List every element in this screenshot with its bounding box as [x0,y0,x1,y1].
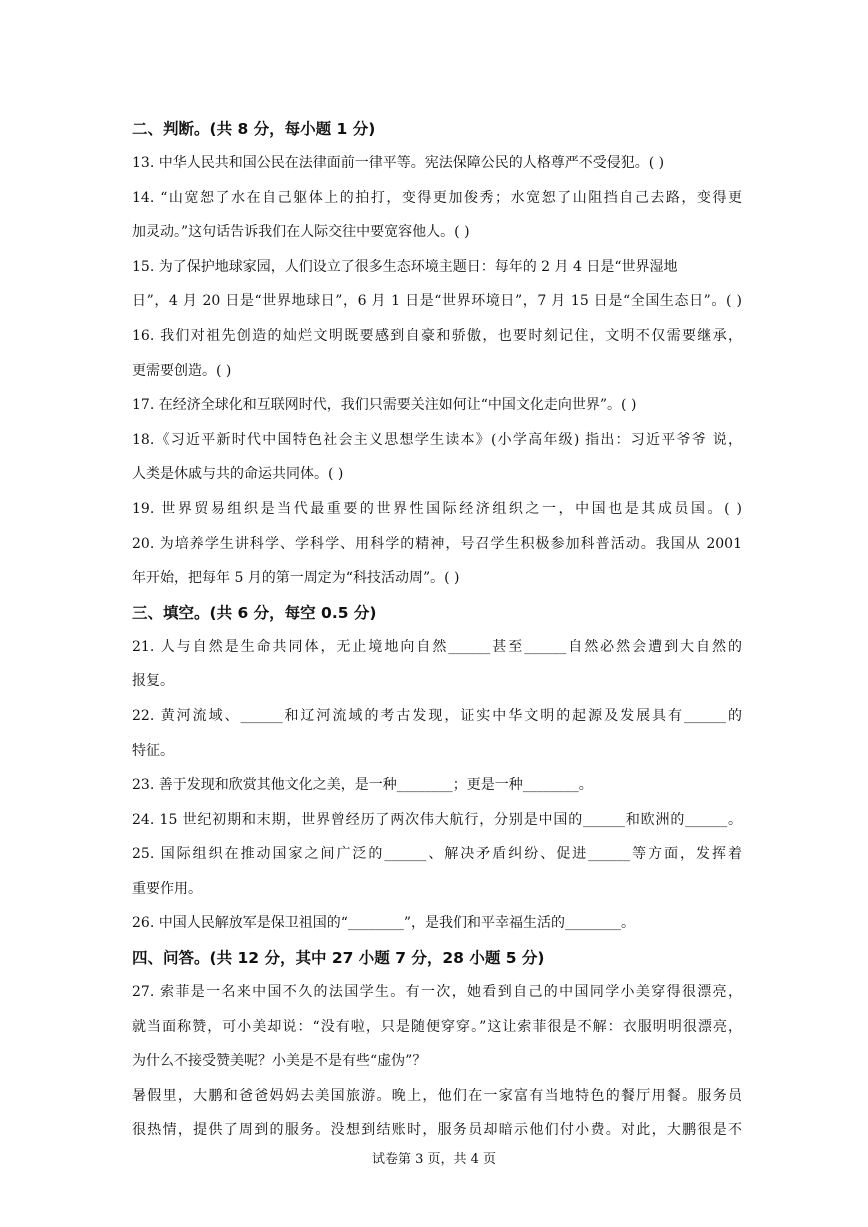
section-heading: 三、填空。(共 6 分，每空 0.5 分) [132,603,377,622]
question-line: 特征。 [132,742,174,759]
question-line: 23. 善于发现和欣赏其他文化之美，是一种________；更是一种________。 [132,777,593,794]
question-line: 27. 索菲是一名来中国不久的法国学生。有一次，她看到自己的中国同学小美穿得很漂亮， [132,984,742,1001]
question-line: 19. 世界贸易组织是当代最重要的世界性国际经济组织之一，中国也是其成员国。( ) [132,500,742,517]
question-line: 15. 为了保护地球家园，人们设立了很多生态环境主题日：每年的 2 月 4 日是“世界湿地 [132,258,678,275]
exam-content [132,112,742,1148]
question-line: 日”，4 月 20 日是“世界地球日”，6 月 1 日是“世界环境日”，7 月 15 日是“全国生态日”。( ) [132,293,742,310]
question-line: 22. 黄河流域、______和辽河流域的考古发现，证实中华文明的起源及发展具有______的 [132,707,742,724]
question-line: 更需要创造。( ) [132,362,232,379]
question-line: 26. 中国人民解放军是保卫祖国的“________”，是我们和平幸福生活的________。 [132,915,636,932]
question-line: 报复。 [132,673,174,690]
section-heading: 二、判断。(共 8 分，每小题 1 分) [132,120,376,138]
question-line: 年开始，把每年 5 月的第一周定为“科技活动周”。( ) [132,570,460,587]
page-footer: 试卷第 3 页，共 4 页 [371,1152,497,1167]
question-line: 18.《习近平新时代中国特色社会主义思想学生读本》(小学高年级) 指出：习近平爷爷 说， [132,431,742,448]
question-line: 暑假里，大鹏和爸爸妈妈去美国旅游。晚上，他们在一家富有当地特色的餐厅用餐。服务员 [132,1087,742,1104]
question-line: 14. “山宽恕了水在自己躯体上的拍打，变得更加俊秀；水宽恕了山阻挡自己去路，变得更 [132,189,742,206]
question-line: 就当面称赞，可小美却说：“没有啦，只是随便穿穿。”这让索菲很是不解：衣服明明很漂亮， [132,1018,742,1035]
question-line: 24. 15 世纪初期和末期，世界曾经历了两次伟大航行，分别是中国的______和欧洲的______。 [132,811,742,828]
question-line: 20. 为培养学生讲科学、学科学、用科学的精神，号召学生积极参加科普活动。我国从 2001 [132,535,742,552]
question-line: 人类是休戚与共的命运共同体。( ) [132,466,344,483]
question-line: 13. 中华人民共和国公民在法律面前一律平等。宪法保障公民的人格尊严不受侵犯。( ) [132,155,665,171]
question-line: 重要作用。 [132,880,202,897]
question-line: 17. 在经济全球化和互联网时代，我们只需要关注如何让“中国文化走向世界”。( ) [132,397,637,414]
question-line: 25. 国际组织在推动国家之间广泛的______、解决矛盾纠纷、促进______等方面，发挥着 [132,846,742,863]
question-line: 很热情，提供了周到的服务。没想到结账时，服务员却暗示他们付小费。对此，大鹏很是不 [132,1122,742,1139]
question-line: 21. 人与自然是生命共同体，无止境地向自然______甚至______自然必然会遭到大自然的 [132,638,742,655]
section-heading: 四、问答。(共 12 分，其中 27 小题 7 分，28 小题 5 分) [132,949,545,968]
question-line: 为什么不接受赞美呢？小美是不是有些“虚伪”？ [132,1053,427,1070]
question-line: 加灵动。”这句话告诉我们在人际交往中要宽容他人。( ) [132,224,470,241]
question-line: 16. 我们对祖先创造的灿烂文明既要感到自豪和骄傲，也要时刻记住，文明不仅需要继承， [132,327,742,344]
